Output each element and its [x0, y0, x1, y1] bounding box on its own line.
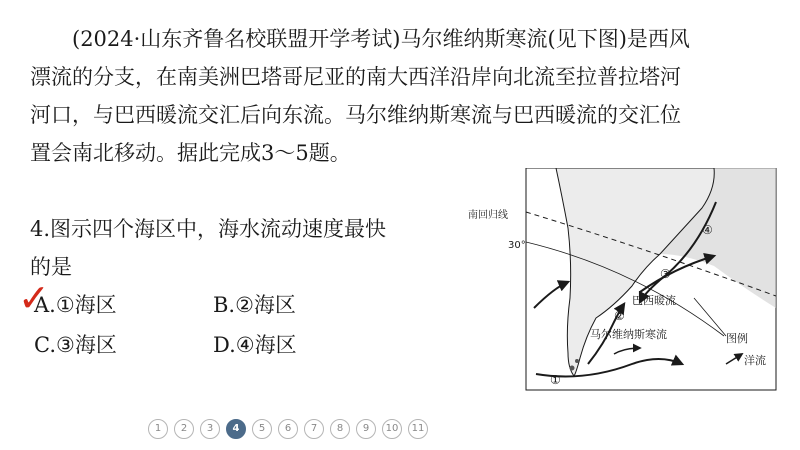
island-dot: [570, 366, 575, 371]
passage: [30, 20, 780, 172]
malvinas-current-label: 马尔维纳斯寒流: [590, 328, 667, 341]
question-line: 的是: [30, 255, 72, 279]
area-2-marker: ②: [614, 309, 625, 323]
legend-item: 洋流: [744, 354, 766, 367]
correct-check-icon: ✓: [18, 276, 50, 320]
question-stem: [30, 210, 386, 286]
page-button[interactable]: 10: [382, 419, 402, 439]
option-a[interactable]: A.①海区: [34, 293, 117, 317]
island-dot: [575, 359, 579, 363]
question-line: 4.图示四个海区中，海水流动速度最快: [30, 217, 387, 241]
area-4-marker: ④: [702, 223, 713, 237]
page-button[interactable]: 11: [408, 419, 428, 439]
passage-line: 置会南北移动。据此完成3～5题。: [30, 141, 351, 165]
area-3-marker: ③: [660, 267, 671, 281]
page-button[interactable]: 9: [356, 419, 376, 439]
page-button[interactable]: 6: [278, 419, 298, 439]
page-button[interactable]: 8: [330, 419, 350, 439]
passage-line: 河口，与巴西暖流交汇后向东流。马尔维纳斯寒流与巴西暖流的交汇位: [30, 103, 681, 127]
page-button[interactable]: 5: [252, 419, 272, 439]
page-button[interactable]: 1: [148, 419, 168, 439]
lat-label: 30°: [508, 240, 526, 251]
tropic-label: 南回归线: [468, 210, 508, 221]
pagination: [148, 419, 428, 439]
legend-title: 图例: [726, 332, 748, 345]
option-c[interactable]: C.③海区: [34, 333, 117, 357]
page-button[interactable]: 7: [304, 419, 324, 439]
option-d[interactable]: D.④海区: [213, 333, 297, 357]
passage-line: (2024·山东齐鲁名校联盟开学考试)马尔维纳斯寒流(见下图)是西风: [72, 27, 690, 51]
ocean-current-map: [464, 168, 786, 398]
page-button[interactable]: 3: [200, 419, 220, 439]
option-b[interactable]: B.②海区: [213, 293, 296, 317]
brazil-current-label: 巴西暖流: [632, 294, 676, 307]
area-1-marker: ①: [550, 373, 561, 387]
page-button[interactable]: 2: [174, 419, 194, 439]
passage-line: 漂流的分支，在南美洲巴塔哥尼亚的南大西洋沿岸向北流至拉普拉塔河: [30, 65, 681, 89]
page-button[interactable]: 4: [226, 419, 246, 439]
